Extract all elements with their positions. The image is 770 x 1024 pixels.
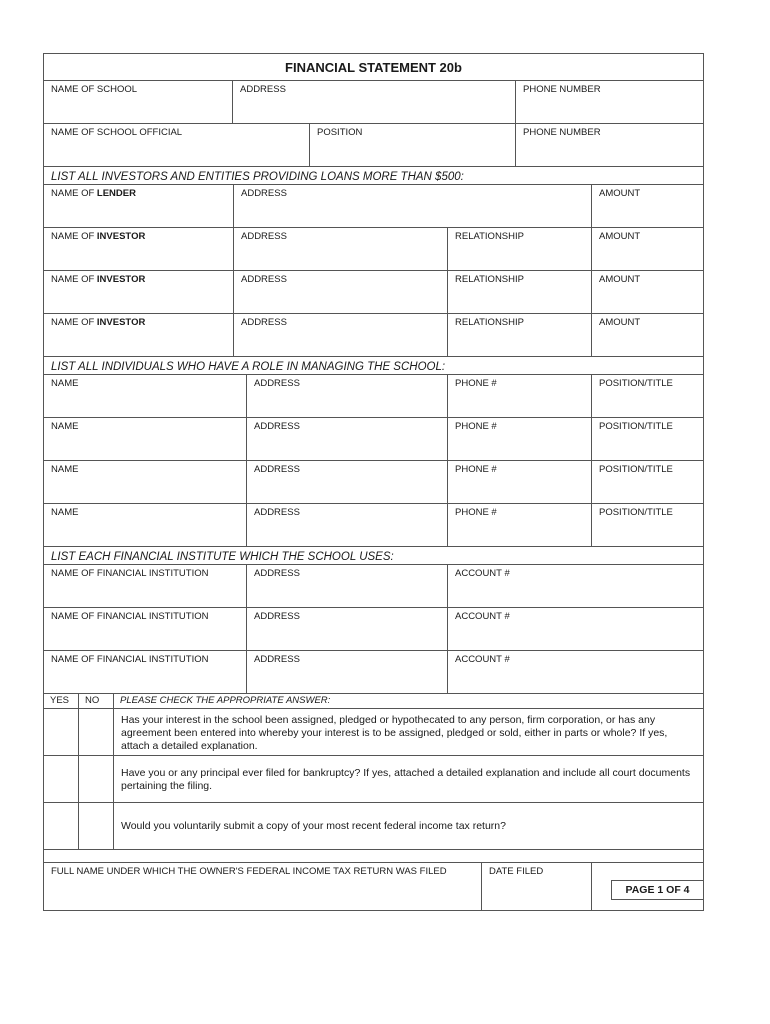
institution-name-label: NAME OF FINANCIAL INSTITUTION <box>51 568 209 579</box>
manager-position-field[interactable] <box>591 461 703 503</box>
name-of-label: NAME OF <box>51 231 95 242</box>
manager-position-label: POSITION/TITLE <box>599 464 673 475</box>
investors-header: LIST ALL INVESTORS AND ENTITIES PROVIDING LOANS MORE THAN $500: <box>43 166 704 184</box>
name-of-label: NAME OF <box>51 274 95 285</box>
manager-phone-label: PHONE # <box>455 378 497 389</box>
manager-phone-field[interactable] <box>447 375 591 417</box>
manager-name-field[interactable] <box>44 461 246 503</box>
institution-account-label: ACCOUNT # <box>455 654 510 665</box>
lender-address-field[interactable] <box>233 185 591 227</box>
investor-relationship-field[interactable] <box>447 271 591 313</box>
lender-address-label: ADDRESS <box>241 188 287 199</box>
lender-amount-field[interactable] <box>591 185 703 227</box>
institution-address-label: ADDRESS <box>254 568 300 579</box>
question-3-text: Would you voluntarily submit a copy of your most recent federal income tax return? <box>121 820 506 832</box>
official-phone-label: PHONE NUMBER <box>523 127 601 138</box>
manager-phone-label: PHONE # <box>455 464 497 475</box>
investor-address-label: ADDRESS <box>241 231 287 242</box>
manager-address-field[interactable] <box>246 461 447 503</box>
school-address-field[interactable] <box>232 81 515 123</box>
manager-name-field[interactable] <box>44 375 246 417</box>
manager-row <box>43 417 704 460</box>
manager-name-label: NAME <box>51 464 79 475</box>
manager-phone-field[interactable] <box>447 461 591 503</box>
manager-address-field[interactable] <box>246 375 447 417</box>
investor-amount-field[interactable] <box>591 314 703 356</box>
official-name-field[interactable] <box>44 124 309 166</box>
investor-address-field[interactable] <box>233 314 447 356</box>
name-of-label: NAME OF <box>51 188 95 199</box>
question-2-text: Have you or any principal ever filed for bankruptcy? If yes, attached a detailed explanation and include all court documents pertaining the filing. <box>121 767 691 792</box>
manager-address-field[interactable] <box>246 418 447 460</box>
manager-phone-label: PHONE # <box>455 421 497 432</box>
investor-label: INVESTOR <box>96 274 146 285</box>
investor-label: INVESTOR <box>96 317 146 328</box>
manager-address-field[interactable] <box>246 504 447 546</box>
question-row-2 <box>43 755 704 802</box>
investor-address-field[interactable] <box>233 271 447 313</box>
manager-row <box>43 460 704 503</box>
investor-relationship-label: RELATIONSHIP <box>455 231 524 242</box>
managers-header: LIST ALL INDIVIDUALS WHO HAVE A ROLE IN MANAGING THE SCHOOL: <box>43 356 704 374</box>
manager-name-label: NAME <box>51 507 79 518</box>
question-row-1 <box>43 708 704 755</box>
institution-address-field[interactable] <box>246 608 447 650</box>
tax-fullname-label: FULL NAME UNDER WHICH THE OWNER'S FEDERAL INCOME TAX RETURN WAS FILED <box>51 866 447 877</box>
institution-row <box>43 650 704 693</box>
name-of-label: NAME OF <box>51 317 95 328</box>
lender-name-field[interactable] <box>44 185 233 227</box>
manager-position-field[interactable] <box>591 504 703 546</box>
investor-address-field[interactable] <box>233 228 447 270</box>
tax-row <box>43 862 704 911</box>
institutions-header: LIST EACH FINANCIAL INSTITUTE WHICH THE SCHOOL USES: <box>43 546 704 564</box>
questions-header: PLEASE CHECK THE APPROPRIATE ANSWER: <box>120 695 331 706</box>
manager-position-label: POSITION/TITLE <box>599 421 673 432</box>
investor-amount-label: AMOUNT <box>599 231 641 242</box>
institution-account-field[interactable] <box>447 608 703 650</box>
school-phone-label: PHONE NUMBER <box>523 84 601 95</box>
institution-account-field[interactable] <box>447 651 703 693</box>
institution-name-field[interactable] <box>44 651 246 693</box>
institution-row <box>43 564 704 607</box>
lender-amount-label: AMOUNT <box>599 188 641 199</box>
official-phone-field[interactable] <box>515 124 703 166</box>
institution-address-label: ADDRESS <box>254 611 300 622</box>
no-checkbox[interactable] <box>79 756 114 802</box>
tax-fullname-field[interactable] <box>44 863 481 910</box>
manager-name-label: NAME <box>51 421 79 432</box>
manager-position-field[interactable] <box>591 418 703 460</box>
manager-phone-field[interactable] <box>447 504 591 546</box>
investor-row <box>43 227 704 270</box>
institution-address-field[interactable] <box>246 651 447 693</box>
no-checkbox[interactable] <box>79 709 114 755</box>
institution-name-field[interactable] <box>44 565 246 607</box>
investor-relationship-label: RELATIONSHIP <box>455 274 524 285</box>
school-address-label: ADDRESS <box>240 84 286 95</box>
manager-row <box>43 503 704 546</box>
date-filed-label: DATE FILED <box>489 866 544 877</box>
investor-name-field[interactable] <box>44 228 233 270</box>
manager-address-label: ADDRESS <box>254 378 300 389</box>
institution-account-label: ACCOUNT # <box>455 611 510 622</box>
school-name-label: NAME OF SCHOOL <box>51 84 138 95</box>
investor-address-label: ADDRESS <box>241 274 287 285</box>
page-number: PAGE 1 OF 4 <box>611 880 704 900</box>
official-position-field[interactable] <box>309 124 515 166</box>
manager-position-field[interactable] <box>591 375 703 417</box>
investor-name-field[interactable] <box>44 271 233 313</box>
school-phone-field[interactable] <box>515 81 703 123</box>
date-filed-field[interactable] <box>481 863 591 910</box>
investor-amount-field[interactable] <box>591 228 703 270</box>
investor-row <box>43 313 704 356</box>
investor-relationship-field[interactable] <box>447 314 591 356</box>
financial-statement-form <box>43 53 704 911</box>
manager-name-field[interactable] <box>44 504 246 546</box>
official-row <box>43 123 704 166</box>
school-name-field[interactable] <box>44 81 232 123</box>
manager-phone-label: PHONE # <box>455 507 497 518</box>
investor-relationship-label: RELATIONSHIP <box>455 317 524 328</box>
form-title: FINANCIAL STATEMENT 20b <box>43 53 704 80</box>
institution-name-label: NAME OF FINANCIAL INSTITUTION <box>51 654 209 665</box>
manager-name-label: NAME <box>51 378 79 389</box>
institution-address-field[interactable] <box>246 565 447 607</box>
manager-position-label: POSITION/TITLE <box>599 378 673 389</box>
yes-checkbox[interactable] <box>44 709 79 755</box>
yes-checkbox[interactable] <box>44 803 79 849</box>
manager-address-label: ADDRESS <box>254 421 300 432</box>
question-1-text: Has your interest in the school been assigned, pledged or hypothecated to any person, firm corporation, or has any agreement been entered into whereby your interest is to be assigned, pledged or sold, either in parts or whole? If yes, attach a detailed explanation. <box>121 714 668 752</box>
yes-checkbox[interactable] <box>44 756 79 802</box>
institution-account-label: ACCOUNT # <box>455 568 510 579</box>
manager-position-label: POSITION/TITLE <box>599 507 673 518</box>
investor-amount-label: AMOUNT <box>599 274 641 285</box>
official-position-label: POSITION <box>317 127 363 138</box>
manager-address-label: ADDRESS <box>254 507 300 518</box>
investor-name-field[interactable] <box>44 314 233 356</box>
question-row-3 <box>43 802 704 849</box>
school-row <box>43 80 704 123</box>
institution-account-field[interactable] <box>447 565 703 607</box>
investor-address-label: ADDRESS <box>241 317 287 328</box>
questions-header-row <box>43 693 704 708</box>
lender-row <box>43 184 704 227</box>
investor-relationship-field[interactable] <box>447 228 591 270</box>
official-name-label: NAME OF SCHOOL OFFICIAL <box>51 127 183 138</box>
manager-phone-field[interactable] <box>447 418 591 460</box>
institution-name-field[interactable] <box>44 608 246 650</box>
investor-amount-label: AMOUNT <box>599 317 641 328</box>
manager-name-field[interactable] <box>44 418 246 460</box>
no-column-header: NO <box>79 694 114 708</box>
institution-address-label: ADDRESS <box>254 654 300 665</box>
investor-row <box>43 270 704 313</box>
spacer-row <box>43 849 704 862</box>
institution-row <box>43 607 704 650</box>
manager-row <box>43 374 704 417</box>
investor-label: INVESTOR <box>96 231 146 242</box>
institution-name-label: NAME OF FINANCIAL INSTITUTION <box>51 611 209 622</box>
no-checkbox[interactable] <box>79 803 114 849</box>
manager-address-label: ADDRESS <box>254 464 300 475</box>
investor-amount-field[interactable] <box>591 271 703 313</box>
yes-column-header: YES <box>44 694 79 708</box>
lender-label: LENDER <box>96 188 136 199</box>
